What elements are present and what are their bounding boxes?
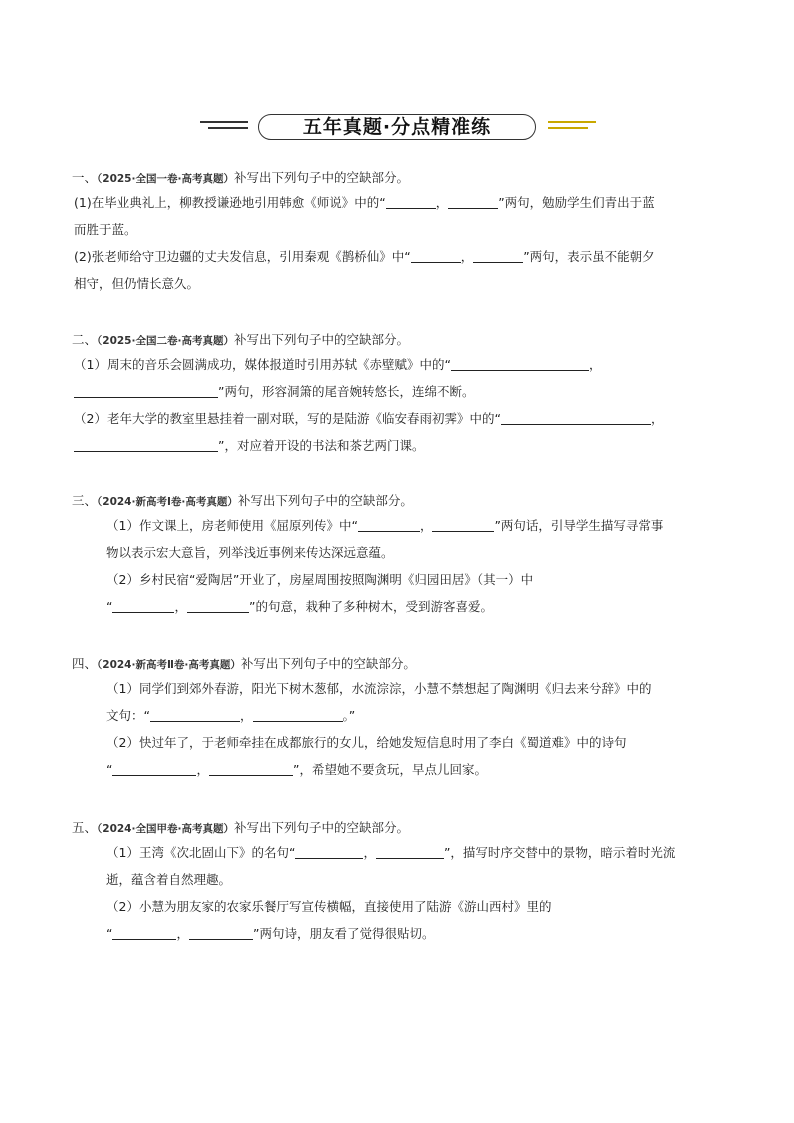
question-line <box>72 512 732 539</box>
question-line <box>72 189 732 216</box>
question-line <box>72 893 732 920</box>
question-line <box>72 729 732 756</box>
question-line <box>72 539 732 566</box>
question-text: (1)在毕业典礼上，柳教授谦逊地引用韩愈《师说》中的“ <box>74 195 386 210</box>
section-heading <box>72 167 732 189</box>
question-line <box>72 756 732 783</box>
question-text: ”，描写时序交替中的景物，暗示着时光流 <box>443 845 676 860</box>
question-text: 物以表示宏大意旨，列举浅近事例来传达深远意蕴。 <box>106 545 394 560</box>
answer-blank[interactable] <box>451 356 589 371</box>
question-text: ”两句话，引导学生描写寻常事 <box>494 518 664 533</box>
title-decoration-left <box>200 121 248 135</box>
section-instruction: 补写出下列句子中的空缺部分。 <box>237 493 413 508</box>
question-text: ”两句诗，朋友看了觉得很贴切。 <box>253 926 435 941</box>
question-text: ， <box>588 357 602 372</box>
section-source: （2024·全国甲卷·高考真题） <box>97 823 234 835</box>
question-text: ， <box>176 926 189 941</box>
section-heading <box>72 490 732 512</box>
question-text: “ <box>106 762 113 777</box>
question-line <box>72 243 732 270</box>
section-instruction: 补写出下列句子中的空缺部分。 <box>233 170 409 185</box>
answer-blank[interactable] <box>187 598 249 613</box>
question-text: ”的句意，栽种了多种树木，受到游客喜爱。 <box>249 599 493 614</box>
question-text: ， <box>363 845 376 860</box>
answer-blank[interactable] <box>112 761 196 776</box>
section-number: 一、 <box>72 170 98 185</box>
answer-blank[interactable] <box>253 707 343 722</box>
question-line <box>72 593 732 620</box>
question-line <box>72 702 732 729</box>
section-source: （2024·新高考Ⅱ卷·高考真题） <box>97 659 241 671</box>
question-line <box>72 839 732 866</box>
section-number: 四、 <box>72 656 98 671</box>
answer-blank[interactable] <box>189 925 253 940</box>
question-text: （2）老年大学的教室里悬挂着一副对联，写的是陆游《临安春雨初霁》中的“ <box>74 411 501 426</box>
section-heading <box>72 653 732 675</box>
answer-blank[interactable] <box>74 383 218 398</box>
question-text: “ <box>106 599 113 614</box>
question-text: （1）同学们到郊外春游，阳光下树木葱郁，水流淙淙，小慧不禁想起了陶渊明《归去来兮辞》中的 <box>106 681 652 696</box>
answer-blank[interactable] <box>411 248 461 263</box>
question-line <box>72 378 732 405</box>
question-text: ， <box>435 195 449 210</box>
answer-blank[interactable] <box>150 707 240 722</box>
question-text: ”，希望她不要贪玩，早点儿回家。 <box>293 762 487 777</box>
question-line <box>72 866 732 893</box>
question-line <box>72 270 732 297</box>
section-number: 三、 <box>72 493 98 508</box>
question-text: （2）快过年了，于老师牵挂在成都旅行的女儿，给她发短信息时用了李白《蜀道难》中的诗句 <box>106 735 627 750</box>
answer-blank[interactable] <box>432 517 494 532</box>
question-text: （2）小慧为朋友家的农家乐餐厅写宣传横幅，直接使用了陆游《游山西村》里的 <box>106 899 552 914</box>
question-line <box>72 216 732 243</box>
answer-blank[interactable] <box>112 925 176 940</box>
section-instruction: 补写出下列句子中的空缺部分。 <box>240 656 416 671</box>
question-text: ， <box>650 411 664 426</box>
section-instruction: 补写出下列句子中的空缺部分。 <box>233 332 409 347</box>
question-text: ， <box>196 762 209 777</box>
answer-blank[interactable] <box>209 761 293 776</box>
section-number: 五、 <box>72 820 98 835</box>
answer-blank[interactable] <box>448 194 498 209</box>
title-banner <box>0 112 794 144</box>
question-line <box>72 566 732 593</box>
question-section-2 <box>72 329 732 459</box>
question-text: 逝，蕴含着自然理趣。 <box>106 872 232 887</box>
question-text: （1）作文课上，房老师使用《屈原列传》中“ <box>106 518 358 533</box>
question-section-5 <box>72 817 732 947</box>
answer-blank[interactable] <box>112 598 174 613</box>
question-text: ”两句，表示虽不能朝夕 <box>523 249 655 264</box>
answer-blank[interactable] <box>501 410 651 425</box>
answer-blank[interactable] <box>386 194 436 209</box>
question-text: ”两句，勉励学生们青出于蓝 <box>498 195 655 210</box>
question-text: ”两句，形容洞箫的尾音婉转悠长，连绵不断。 <box>218 384 475 399</box>
section-heading <box>72 817 732 839</box>
answer-blank[interactable] <box>74 437 218 452</box>
title-decoration-right <box>548 121 596 135</box>
section-source: （2024·新高考Ⅰ卷·高考真题） <box>97 496 238 508</box>
section-source: （2025·全国二卷·高考真题） <box>97 335 234 347</box>
section-heading <box>72 329 732 351</box>
question-text: 文句：“ <box>106 708 150 723</box>
question-text: （1）周末的音乐会圆满成功，媒体报道时引用苏轼《赤壁赋》中的“ <box>74 357 451 372</box>
answer-blank[interactable] <box>295 844 363 859</box>
question-text: ”，对应着开设的书法和茶艺两门课。 <box>218 438 425 453</box>
answer-blank[interactable] <box>376 844 444 859</box>
question-text: 相守，但仍情长意久。 <box>74 276 200 291</box>
question-line <box>72 351 732 378</box>
question-text: （2）乡村民宿“爱陶居”开业了，房屋周围按照陶渊明《归园田居》（其一）中 <box>106 572 534 587</box>
answer-blank[interactable] <box>358 517 420 532</box>
question-line <box>72 920 732 947</box>
section-instruction: 补写出下列句子中的空缺部分。 <box>233 820 409 835</box>
question-text: ， <box>460 249 474 264</box>
question-line <box>72 432 732 459</box>
question-line <box>72 675 732 702</box>
question-text: (2)张老师给守卫边疆的丈夫发信息，引用秦观《鹊桥仙》中“ <box>74 249 411 264</box>
question-text: （1）王湾《次北固山下》的名句“ <box>106 845 296 860</box>
question-section-1 <box>72 167 732 297</box>
section-number: 二、 <box>72 332 98 347</box>
question-section-4 <box>72 653 732 783</box>
question-text: “ <box>106 926 113 941</box>
question-text: 。” <box>342 708 356 723</box>
answer-blank[interactable] <box>473 248 523 263</box>
question-line <box>72 405 732 432</box>
question-text: ， <box>419 518 433 533</box>
question-text: 而胜于蓝。 <box>74 222 137 237</box>
question-section-3 <box>72 490 732 620</box>
question-text: ， <box>174 599 187 614</box>
page-title: 五年真题·分点精准练 <box>258 114 536 140</box>
question-text: ， <box>239 708 253 723</box>
section-source: （2025·全国一卷·高考真题） <box>97 173 234 185</box>
